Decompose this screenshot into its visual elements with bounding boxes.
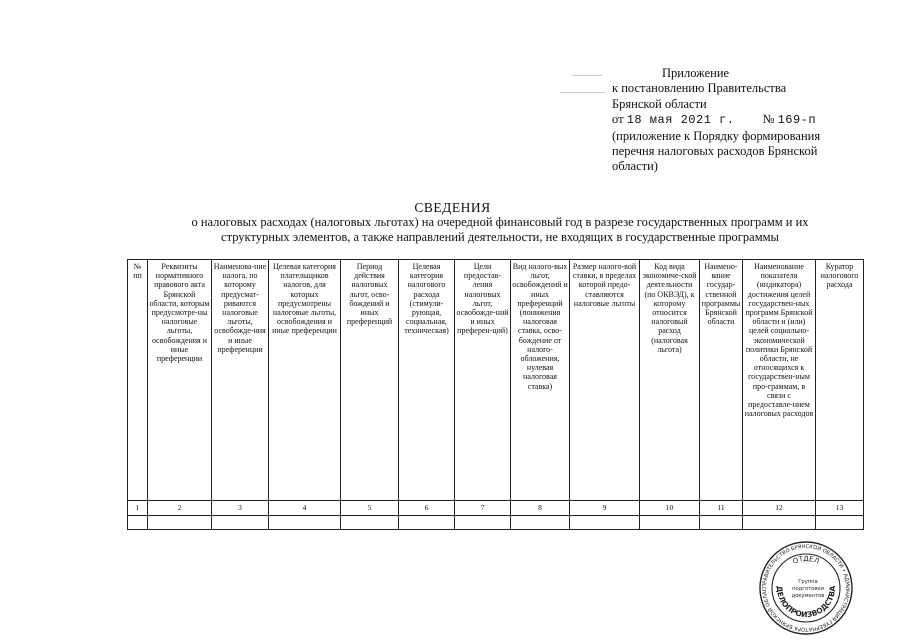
- column-header: Целевая категория плательщиков налогов, для которых предусмотрены налоговые льготы, освобождения и иные преференции: [269, 260, 341, 501]
- appendix-procedure-line-2: перечня налоговых расходов Брянской: [612, 144, 818, 159]
- table-cell: [399, 516, 455, 530]
- scan-artifact-line: [572, 75, 602, 76]
- table-cell: [700, 516, 743, 530]
- column-number: 6: [399, 501, 455, 516]
- document-subtitle-line: структурных элементов, а также направлений деятельности, не входящих в государственные программы: [221, 230, 779, 244]
- scan-artifact-line: [560, 92, 605, 93]
- appendix-header: [612, 66, 862, 175]
- appendix-region-line: Брянской области: [612, 96, 707, 111]
- document-subtitle-line: о налоговых расходах (налоговых льготах) на очередной финансовый год в разрезе государственных программ и их: [191, 215, 809, 229]
- official-stamp: [752, 540, 860, 636]
- appendix-date-line: [612, 112, 862, 128]
- stamp-inner-bottom: ДЕЛОПРОИЗВОДСТВА: [774, 585, 838, 620]
- stamp-center-line: Группа: [798, 579, 818, 585]
- table-cell: [816, 516, 864, 530]
- column-number: 3: [212, 501, 269, 516]
- table-cell: [570, 516, 640, 530]
- stamp-inner-top: ОТДЕЛ: [791, 554, 821, 566]
- column-header: Цели предостав-ления налоговых льгот, освобожде-ний и иных преферен-ций): [455, 260, 511, 501]
- column-header: Наименование показателя (индикатора) достижения целей государствен-ных программ Брянской области и (или) целей социально-экономической политики Брянской области, не относящихся к государствен-ным про-граммам, в связи с предоставле-нием налоговых расходов: [743, 260, 816, 501]
- table-cell: [128, 516, 148, 530]
- column-number: 9: [570, 501, 640, 516]
- column-header: Наимено-вание государ-ственной программы Брянской области: [700, 260, 743, 501]
- appendix-procedure-line-3: области): [612, 159, 658, 174]
- column-number-row: [128, 501, 864, 516]
- document-subtitle: [150, 215, 850, 245]
- number-label: №: [762, 112, 775, 127]
- column-header: Куратор налогового расхода: [816, 260, 864, 501]
- column-number: 2: [148, 501, 212, 516]
- table-cell: [640, 516, 700, 530]
- date-prefix: от: [612, 112, 624, 127]
- column-number: 12: [743, 501, 816, 516]
- column-number: 4: [269, 501, 341, 516]
- appendix-procedure-line: (приложение к Порядку формирования: [612, 128, 821, 143]
- column-number: 8: [511, 501, 570, 516]
- column-header: Период действия налоговых льгот, осво-бождений и иных преференций: [341, 260, 399, 501]
- table-cell: [511, 516, 570, 530]
- column-header: Реквизиты нормативного правового акта Брянской области, которым предусмотре-ны налоговые льготы, освобождения и иные преференции: [148, 260, 212, 501]
- column-header: Наименова-ние налога, по которому предусмат-риваются налоговые льготы, освобожде-ния и иные преференции: [212, 260, 269, 501]
- column-number: 13: [816, 501, 864, 516]
- column-number: 5: [341, 501, 399, 516]
- column-header: Код вида экономиче-ской деятельности (по ОКВЭД), к которому относится налоговый расход (налоговая льгота): [640, 260, 700, 501]
- decree-date: 18 мая 2021 г.: [626, 113, 735, 128]
- table-cell: [743, 516, 816, 530]
- column-header: Размер налого-вой ставки, в пределах которой предо-ставляются налоговые льготы: [570, 260, 640, 501]
- column-number: 1: [128, 501, 148, 516]
- stamp-center-line: документов: [791, 593, 825, 599]
- column-header: Вид налого-вых льгот, освобождений и иных преференций (понижения налоговая ставка, осво-бождение от налого-обложения, нулевая налоговая ставка): [511, 260, 570, 501]
- decree-number: 169-п: [777, 113, 817, 128]
- appendix-decree-line: к постановлению Правительства: [612, 81, 787, 96]
- column-number: 10: [640, 501, 700, 516]
- table-cell: [341, 516, 399, 530]
- table-cell: [212, 516, 269, 530]
- tax-expenditure-table: [127, 259, 864, 530]
- table-cell: [455, 516, 511, 530]
- appendix-title: Приложение: [662, 66, 730, 80]
- column-header: № пп: [128, 260, 148, 501]
- table-cell: [269, 516, 341, 530]
- table-cell: [148, 516, 212, 530]
- column-number: 7: [455, 501, 511, 516]
- stamp-ring-text: ПРАВИТЕЛЬСТВО БРЯНСКОЙ ОБЛАСТИ • АДМИНИСТРАЦИЯ ГУБЕРНАТОРА БРЯНСКОЙ ОБЛАС: [761, 543, 851, 633]
- stamp-center-line: подготовки: [792, 586, 824, 592]
- table-header-row: [128, 260, 864, 501]
- table-row: [128, 516, 864, 530]
- column-number: 11: [700, 501, 743, 516]
- document-title: СВЕДЕНИЯ: [414, 200, 491, 215]
- column-header: Целевая категория налогового расхода (стимули-рующая, социальная, техническая): [399, 260, 455, 501]
